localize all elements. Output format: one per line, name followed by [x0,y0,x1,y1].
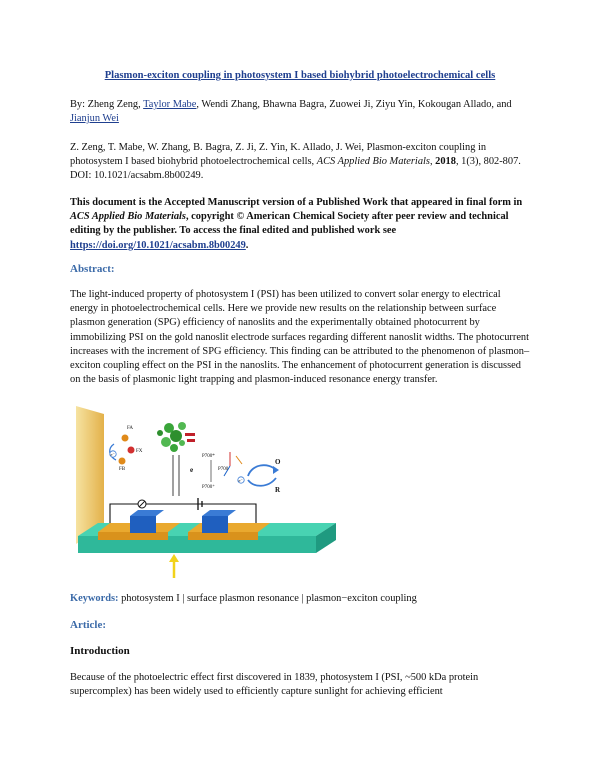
label-fa: FA [127,426,134,431]
graphical-abstract-figure [70,406,340,581]
authors-prefix: By: [70,99,88,110]
author-name: Ziyu Yin [375,99,413,110]
article-heading: Article: [70,619,107,631]
introduction-heading: Introduction [70,645,130,657]
author-link[interactable]: Jianjun Wei [70,113,119,125]
author-name: Wendi Zhang [201,99,258,110]
author-name: Kokougan Allado [417,99,492,110]
label-e3: e⁻ [238,477,243,483]
citation-year: 2018 [435,156,456,168]
author-name: Zheng Zeng [87,99,139,110]
label-fx: FX [136,449,143,454]
keywords-text: photosystem I | surface plasmon resonance | plasmon−exciton coupling [118,593,417,604]
psi-layer-left [130,510,164,516]
psi-layer-right [202,510,236,516]
journal-name: ACS Applied Bio Materials [70,211,186,223]
label-fb: FB [119,467,126,472]
abstract-heading: Abstract: [70,263,115,275]
gold-electrode-right [188,523,270,532]
label-reduced: R [275,486,281,494]
abstract-text: The light-induced property of photosystem I (PSI) has been utilized to convert solar energy to electrical energy in photoelectrochemical cells. Here we provide new results on the relationship between surface plasmon generation (SPG) efficiency of nanoslits and the experimentally obtained photocurrent by immobilizing PSI on the gold nanoslit electrode surfaces regarding different nanoslit widths. The photocurrent increases with the increment of SPG efficiency. This finding can be attributed to the phenomenon of plasmon–exciton coupling effect on the PSI in the nanoslits. The enhancement of photocurrent generation is discussed on the basis of plasmonic light trapping and plasmon-induced resonance energy transfer. [70,289,530,386]
author-name: Bhawna Bagra [262,99,325,110]
redox-cycle-arrow [248,465,276,476]
paper-title[interactable]: Plasmon-exciton coupling in photosystem I based biohybrid photoelectrochemical cells [104,70,496,81]
label-p700-star: P700* [202,454,215,459]
introduction-text: Because of the photoelectric effect first discovered in 1839, photosystem I (PSI, ~500 kDa protein supercomplex) has been widely used to efficiently capture sunlight for achieving efficient [70,672,479,698]
doi-link[interactable]: https://doi.org/10.1021/acsabm.8b00249 [70,239,246,251]
label-p700: P700 [218,467,229,472]
accepted-manuscript-notice: This document is the Accepted Manuscript version of a Published Work that appeared in final form in ACS Applied Bio Materials, copyright © American Chemical Society after peer review and technical editing by the publisher. To access the final edited and published work see https://doi.org/10.1021/acsabm.8b00249. [70,197,523,251]
journal-name: ACS Applied Bio Materials [316,156,430,168]
label-p700-plus: P700⁺ [202,485,215,490]
label-e2: e [190,466,194,474]
author-list: By: Zheng Zeng, Taylor Mabe, Wendi Zhang, Bhawna Bagra, Zuowei Ji, Ziyu Yin, Kokougan Allado, and Jianjun Wei [70,99,512,125]
citation: Z. Zeng, T. Mabe, W. Zhang, B. Bagra, Z. Ji, Z. Yin, K. Allado, J. Wei, Plasmon-exciton coupling in photosystem I based biohybrid photoelectrochemical cells, ACS Applied Bio Materials, 2018, 1(3), 802-807. DOI: 10.1021/acsabm.8b00249. [70,142,521,182]
label-oxidized: O [275,458,281,466]
keywords [70,592,530,606]
author-link[interactable]: Taylor Mabe [143,99,197,110]
iron-sulfur-cluster-icons [119,435,135,465]
keywords-label: Keywords: [70,593,119,604]
label-e1: e⁻ [110,451,115,457]
photosystem-protein-icon [157,422,195,496]
author-name: Zuowei Ji [329,99,371,110]
